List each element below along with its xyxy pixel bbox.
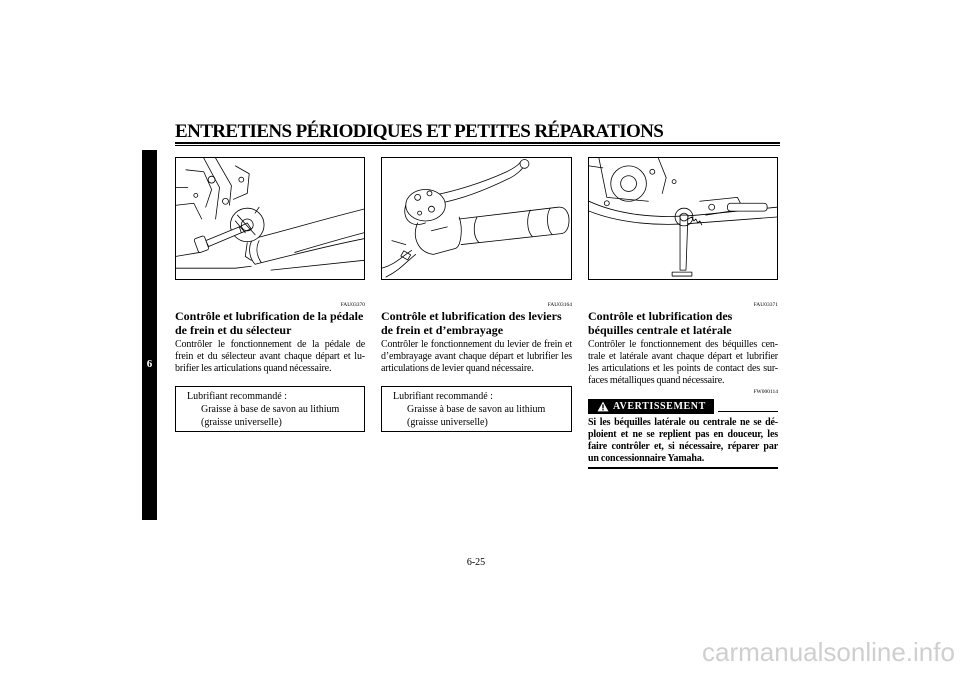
cable (382, 241, 416, 277)
page-number: 6-25 (466, 557, 486, 568)
warning-label: AVERTISSEMENT (613, 401, 706, 412)
lubricant-line: Graisse à base de savon au lithium (407, 404, 546, 415)
body-line: frein et du sélecteur avant chaque départ et lu- (175, 351, 365, 362)
section-levers (381, 300, 572, 480)
lever-blade (433, 159, 528, 203)
engine-case (589, 158, 676, 206)
body-line: brifier les articulations quand nécessaire. (175, 363, 332, 374)
section-code: FAU03371 (753, 302, 778, 308)
chapter-tab (142, 150, 157, 520)
lubricant-line: (graisse universelle) (201, 417, 282, 428)
warning-line: Si les béquilles latérale ou centrale ne se dé- (588, 417, 778, 428)
lower-frame (176, 252, 364, 270)
lubricant-label: Lubrifiant recommandé : (393, 391, 493, 402)
warning-text (588, 417, 778, 465)
warning-banner (588, 399, 714, 414)
warning-bottom-rule (588, 467, 778, 469)
handlebar-lever-illustration (382, 158, 571, 279)
sidestand-illustration (589, 158, 777, 279)
section-brake-pedal (175, 300, 365, 480)
figure-brake-pedal (175, 157, 365, 280)
brake-pedal-illustration (176, 158, 364, 279)
watermark: carmanualsonline.info (702, 637, 955, 667)
section-code: FAU03370 (340, 302, 365, 308)
footrest-bracket (700, 197, 767, 215)
section-heading (381, 309, 562, 337)
warning-line: ploient et ne se replient pas en douceur, les (588, 429, 778, 440)
heading-line: de frein et d’embrayage (381, 323, 504, 337)
body-line: Contrôler le fonctionnement de la pédale de (175, 339, 365, 350)
heading-line: béquilles centrale et latérale (588, 323, 732, 337)
lubricant-box (381, 386, 572, 432)
body-line: d’embrayage avant chaque départ et lubrifier les (381, 351, 572, 362)
sidestand-leg (672, 208, 702, 276)
section-body (381, 339, 572, 375)
lubricant-label: Lubrifiant recommandé : (187, 391, 287, 402)
section-heading (588, 309, 732, 337)
warning-code: FW000114 (753, 389, 778, 395)
handlebar-grip (459, 207, 569, 244)
lever-bracket (405, 189, 446, 224)
warning-banner-rule (718, 411, 778, 412)
body-line: Contrôler le fonctionnement des béquilles cen- (588, 339, 778, 350)
heading-line: Contrôle et lubrification des (588, 309, 733, 323)
lubricant-line: Graisse à base de savon au lithium (201, 404, 340, 415)
section-body (175, 339, 365, 375)
chapter-tab-number: 6 (146, 358, 153, 370)
heading-line: de frein et du sélecteur (175, 323, 292, 337)
chapter-title: ENTRETIENS PÉRIODIQUES ET PETITES RÉPARATIONS (175, 121, 664, 142)
section-body (588, 339, 778, 387)
warning-triangle-icon (597, 401, 609, 412)
figure-sidestand (588, 157, 778, 280)
body-line: trale et latérale avant chaque départ et lubrifier (588, 351, 778, 362)
warning-line: faire contrôler et, si nécessaire, réparer par (588, 441, 778, 452)
lubricant-line: (graisse universelle) (407, 417, 488, 428)
body-line: faces métalliques quand nécessaire. (588, 375, 725, 386)
pedal-pivot-detail (230, 207, 264, 241)
heading-line: Contrôle et lubrification des leviers (381, 309, 562, 323)
frame-tubes (176, 158, 249, 219)
warning-triangle-icon-graphic (597, 401, 609, 412)
section-heading (175, 309, 363, 337)
section-code: FAU03164 (547, 302, 572, 308)
warning-line: un concessionnaire Yamaha. (588, 453, 705, 464)
heading-line: Contrôle et lubrification de la pédale (175, 309, 364, 323)
exhaust-pipe (250, 209, 364, 264)
body-line: les articulations et les points de contact des sur- (588, 363, 778, 374)
section-stands (588, 300, 778, 480)
figure-handlebar-lever (381, 157, 572, 280)
title-rule (175, 142, 780, 146)
lubricant-box (175, 386, 365, 432)
body-line: articulations de levier quand nécessaire. (381, 363, 534, 374)
switch-housing (415, 217, 461, 254)
body-line: Contrôler le fonctionnement du levier de frein et (381, 339, 572, 350)
